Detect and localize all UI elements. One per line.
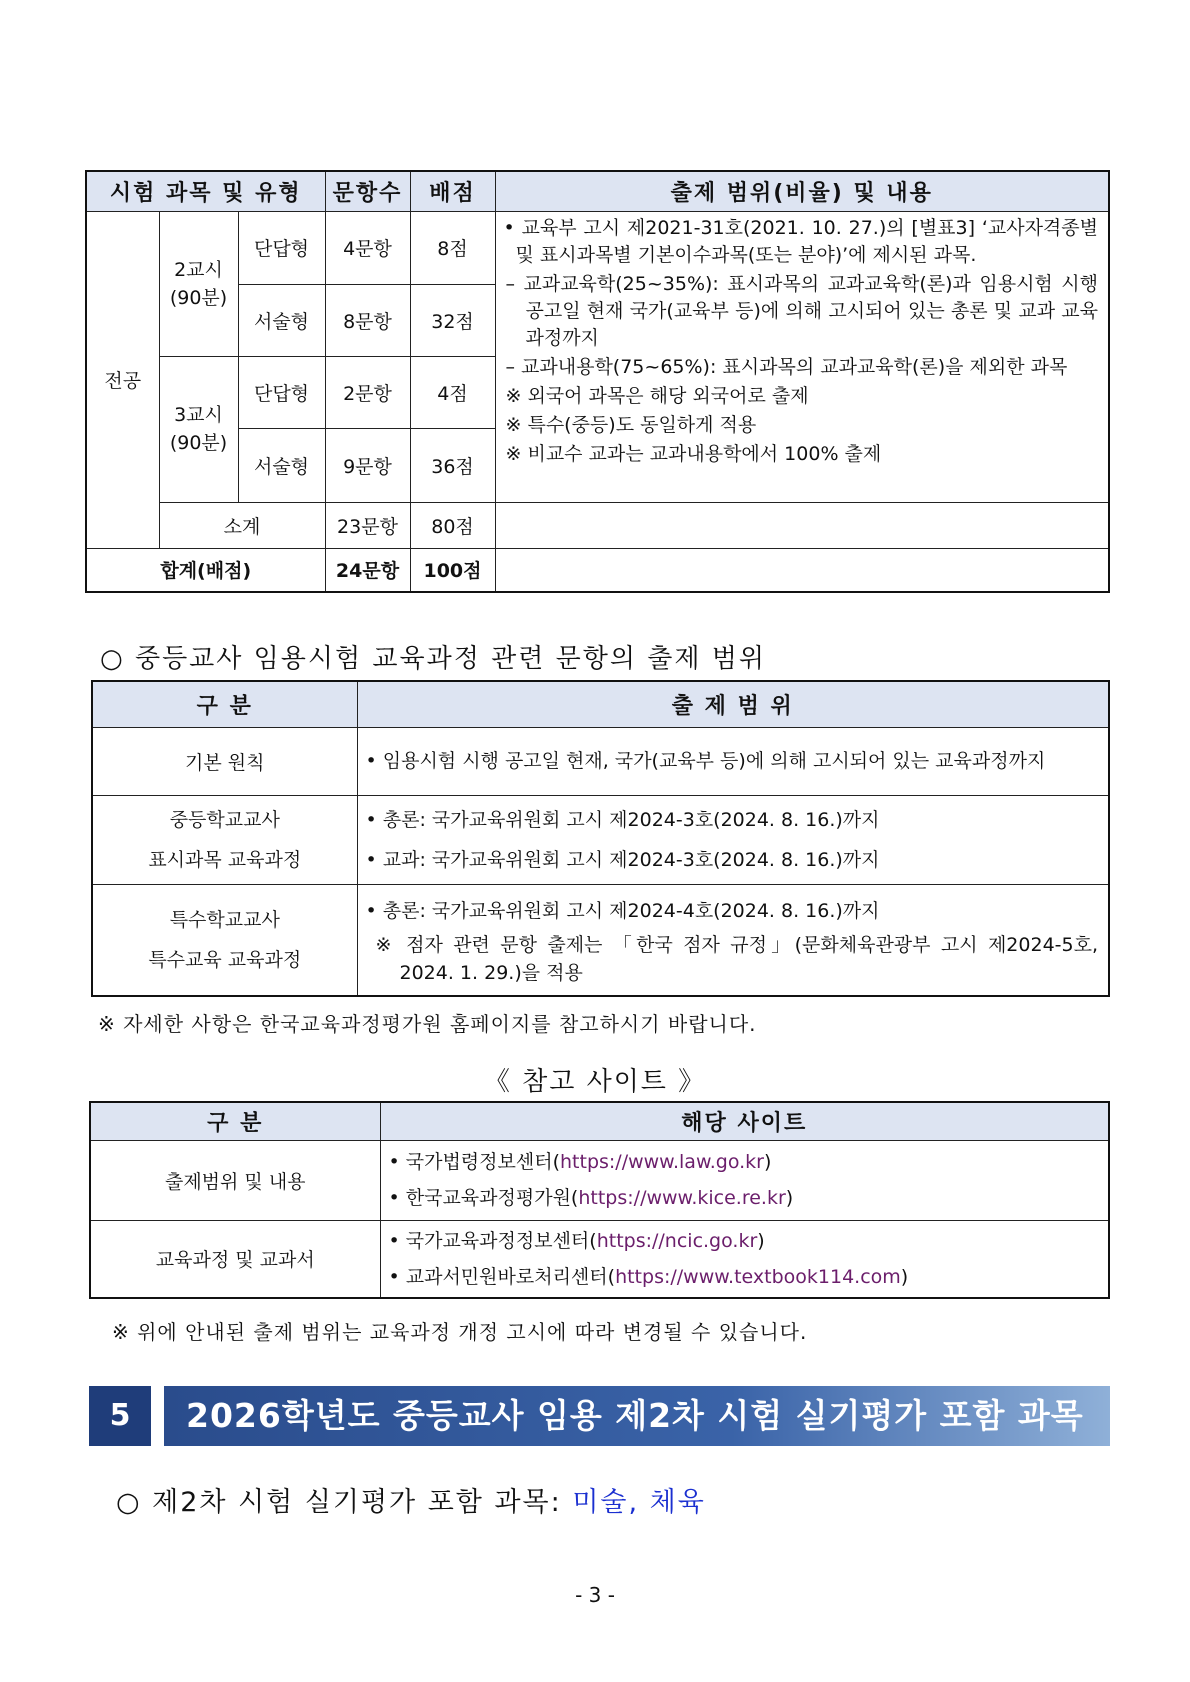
header-scope: 출 제 범 위 bbox=[357, 681, 1109, 727]
row-label: 교육과정 및 교과서 bbox=[90, 1220, 380, 1298]
section-number: 5 bbox=[89, 1386, 151, 1446]
header-scope: 출제 범위(비율) 및 내용 bbox=[495, 171, 1109, 211]
row-label: 중등학교교사 표시과목 교육과정 bbox=[92, 795, 357, 884]
scope-line: ※ 비교수 교과는 교과내용학에서 100% 출제 bbox=[505, 442, 882, 465]
header-site: 해당 사이트 bbox=[380, 1102, 1109, 1140]
subtotal-count: 23문항 bbox=[325, 502, 410, 548]
curriculum-heading: ○ 중등교사 임용시험 교육과정 관련 문항의 출제 범위 bbox=[100, 644, 766, 674]
site-name: • 한국교육과정평가원( bbox=[388, 1187, 579, 1209]
paren: ) bbox=[757, 1229, 765, 1252]
scope-cell bbox=[495, 211, 1109, 502]
count-cell: 8문항 bbox=[325, 284, 410, 356]
row-label: 출제범위 및 내용 bbox=[90, 1140, 380, 1220]
site-link[interactable]: https://ncic.go.kr bbox=[596, 1229, 758, 1252]
site-entry bbox=[389, 1259, 1101, 1295]
site-link[interactable]: https://www.law.go.kr bbox=[560, 1151, 764, 1173]
site-name: • 교과서민원바로처리센터( bbox=[388, 1265, 616, 1288]
content-line: • 교과: 국가교육위원회 고시 제2024-3호(2024. 8. 16.)까지 bbox=[365, 848, 880, 871]
category-cell: 전공 bbox=[86, 211, 159, 548]
site-link[interactable]: https://www.textbook114.com bbox=[615, 1265, 901, 1288]
scope-line: – 교과내용학(75~65%): 표시과목의 교과교육학(론)을 제외한 과목 bbox=[505, 355, 1068, 378]
period2-cell: 2교시 (90분) bbox=[159, 211, 238, 356]
row-content bbox=[357, 884, 1109, 996]
period3-cell: 3교시 (90분) bbox=[159, 356, 238, 502]
content-line: ※ 점자 관련 문항 출제는 「한국 점자 규정」(문화체육관광부 고시 제2024-5호, 2024. 1. 29.)을 적용 bbox=[375, 933, 1098, 984]
count-cell: 9문항 bbox=[325, 428, 410, 502]
change-note: ※ 위에 안내된 출제 범위는 교육과정 개정 고시에 따라 변경될 수 있습니다. bbox=[112, 1320, 808, 1344]
subtotal-label: 소계 bbox=[159, 502, 325, 548]
header-count: 문항수 bbox=[325, 171, 410, 211]
reference-heading: 《 참고 사이트 》 bbox=[483, 1067, 707, 1097]
content-line: • 총론: 국가교육위원회 고시 제2024-3호(2024. 8. 16.)까지 bbox=[365, 808, 880, 831]
count-cell: 4문항 bbox=[325, 211, 410, 284]
count-cell: 2문항 bbox=[325, 356, 410, 428]
type-cell: 단답형 bbox=[238, 211, 325, 284]
total-count: 24문항 bbox=[325, 548, 410, 592]
paren: ) bbox=[785, 1187, 794, 1209]
header-category: 구 분 bbox=[90, 1102, 380, 1140]
row-label: 기본 원칙 bbox=[92, 727, 357, 795]
row-content bbox=[357, 727, 1109, 795]
site-entry bbox=[389, 1180, 1101, 1216]
practical-prefix: ○ 제2차 시험 실기평가 포함 과목: bbox=[116, 1487, 573, 1518]
row-sites bbox=[380, 1140, 1109, 1220]
score-cell: 8점 bbox=[410, 211, 495, 284]
practical-subjects: 미술, 체육 bbox=[572, 1487, 706, 1518]
paren: ) bbox=[900, 1265, 909, 1288]
type-cell: 서술형 bbox=[238, 428, 325, 502]
total-score: 100점 bbox=[410, 548, 495, 592]
empty-cell bbox=[495, 548, 1109, 592]
paren: ) bbox=[763, 1151, 772, 1173]
content-line: • 임용시험 시행 공고일 현재, 국가(교육부 등)에 의해 고시되어 있는 교육과정까지 bbox=[365, 749, 1046, 772]
empty-cell bbox=[495, 502, 1109, 548]
header-category: 구 분 bbox=[92, 681, 357, 727]
site-name: • 국가교육과정정보센터( bbox=[388, 1229, 597, 1252]
scope-line: • 교육부 고시 제2021-31호(2021. 10. 27.)의 [별표3] ‘교사자격종별 및 표시과목별 기본이수과목(또는 분야)’에 제시된 과목. bbox=[503, 216, 1098, 266]
total-label: 합계(배점) bbox=[86, 548, 325, 592]
detail-note: ※ 자세한 사항은 한국교육과정평가원 홈페이지를 참고하시기 바랍니다. bbox=[98, 1012, 757, 1036]
site-name: • 국가법령정보센터( bbox=[388, 1151, 560, 1173]
site-link[interactable]: https://www.kice.re.kr bbox=[578, 1187, 786, 1209]
page-number: - 3 - bbox=[575, 1583, 615, 1607]
score-cell: 32점 bbox=[410, 284, 495, 356]
curriculum-table bbox=[91, 680, 1110, 997]
section-banner bbox=[89, 1386, 1110, 1446]
score-cell: 36점 bbox=[410, 428, 495, 502]
exam-structure-table bbox=[85, 170, 1110, 593]
subtotal-score: 80점 bbox=[410, 502, 495, 548]
site-entry bbox=[389, 1144, 1101, 1180]
header-score: 배점 bbox=[410, 171, 495, 211]
scope-line: – 교과교육학(25~35%): 표시과목의 교과교육학(론)과 임용시험 시행 공고일 현재 국가(교육부 등)에 의해 고시되어 있는 총론 및 교과 교육과정까지 bbox=[505, 272, 1098, 349]
scope-line: ※ 외국어 과목은 해당 외국어로 출제 bbox=[505, 384, 809, 407]
site-entry bbox=[389, 1223, 1101, 1259]
practical-line bbox=[116, 1480, 706, 1519]
row-sites bbox=[380, 1220, 1109, 1298]
content-line: • 총론: 국가교육위원회 고시 제2024-4호(2024. 8. 16.)까지 bbox=[365, 899, 880, 922]
header-subject-type: 시험 과목 및 유형 bbox=[86, 171, 325, 211]
type-cell: 서술형 bbox=[238, 284, 325, 356]
section-title: 2026학년도 중등교사 임용 제2차 시험 실기평가 포함 과목 bbox=[164, 1386, 1110, 1446]
reference-table bbox=[89, 1101, 1110, 1299]
row-content bbox=[357, 795, 1109, 884]
type-cell: 단답형 bbox=[238, 356, 325, 428]
score-cell: 4점 bbox=[410, 356, 495, 428]
row-label: 특수학교교사 특수교육 교육과정 bbox=[92, 884, 357, 996]
scope-line: ※ 특수(중등)도 동일하게 적용 bbox=[505, 413, 757, 436]
